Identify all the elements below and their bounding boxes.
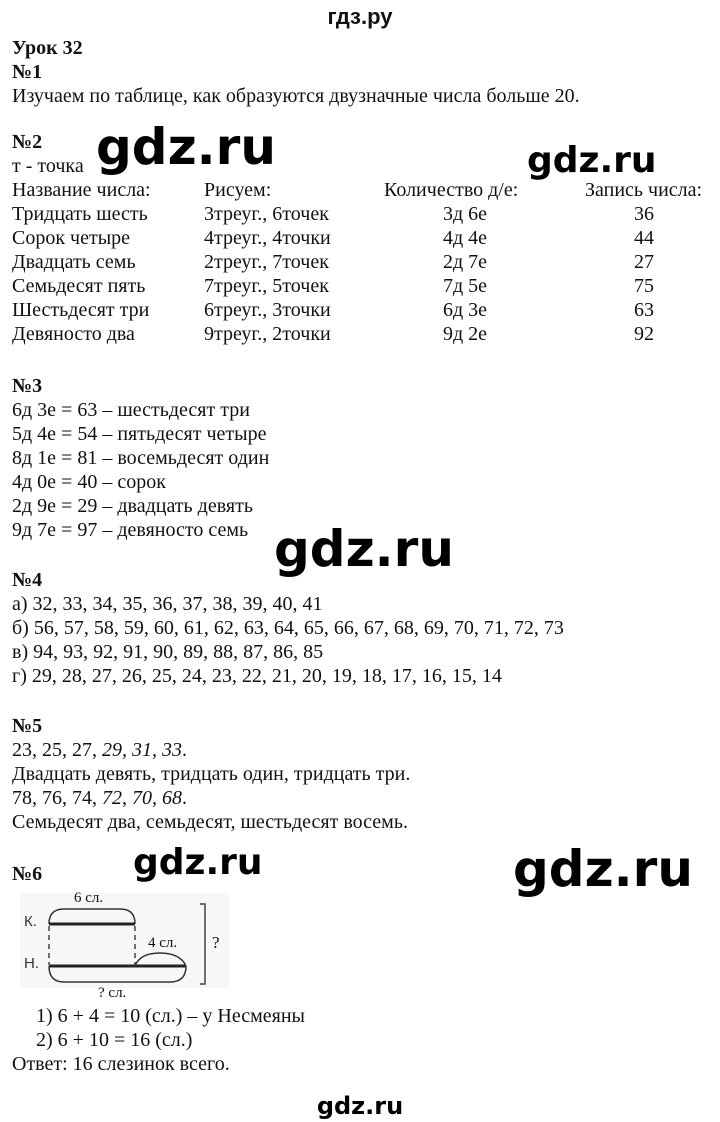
task2-label: №2 xyxy=(12,131,43,153)
row-label-k: К. xyxy=(24,913,37,930)
cell-number: 27 xyxy=(634,251,654,273)
task5-sequence-1 xyxy=(12,738,187,762)
task4-line-b: б) 56, 57, 58, 59, 60, 61, 62, 63, 64, 65, 66, 67, 68, 69, 70, 71, 72, 73 xyxy=(12,617,564,639)
task3-line: 4д 0е = 40 – сорок xyxy=(12,471,166,493)
watermark: gdz.ru xyxy=(513,840,693,898)
task3-line: 5д 4е = 54 – пятьдесят четыре xyxy=(12,423,267,445)
cell-name: Двадцать семь xyxy=(12,251,136,273)
cell-number: 63 xyxy=(634,299,654,321)
cell-count: 3д 6е xyxy=(442,203,488,225)
task1-text: Изучаем по таблице, как образуются двузначные числа больше 20. xyxy=(12,85,580,107)
task4-line-v: в) 94, 93, 92, 91, 90, 89, 88, 87, 86, 85 xyxy=(12,641,324,663)
task3-line: 8д 1е = 81 – восемьдесят один xyxy=(12,447,270,469)
cell-count: 2д 7е xyxy=(442,251,488,273)
table-header-number: Запись числа: xyxy=(585,179,703,201)
footer-watermark: gdz.ru xyxy=(316,1092,404,1120)
task4-label: №4 xyxy=(12,569,43,591)
cell-count: 7д 5е xyxy=(442,275,488,297)
period: . xyxy=(182,739,187,761)
cell-number: 92 xyxy=(634,323,654,345)
cell-draw: 3треуг., 6точек xyxy=(204,203,329,225)
task4-line-g: г) 29, 28, 27, 26, 25, 24, 23, 22, 21, 20, 19, 18, 17, 16, 15, 14 xyxy=(12,665,502,687)
watermark: gdz.ru xyxy=(133,842,263,883)
task3-line: 2д 9е = 29 – двадцать девять xyxy=(12,495,253,517)
cell-draw: 6треуг., 3точки xyxy=(204,299,331,321)
task1-label: №1 xyxy=(12,61,43,83)
task5-label: №5 xyxy=(12,715,43,737)
task6-label: №6 xyxy=(12,863,43,885)
answer-numbers: 29, 31, 33 xyxy=(102,739,182,761)
cell-draw: 2треуг., 7точек xyxy=(204,251,329,273)
task2-legend: т - точка xyxy=(12,155,84,177)
answer-numbers: 72, 70, 68 xyxy=(102,787,182,809)
solution-step-2: 2) 6 + 10 = 16 (сл.) xyxy=(36,1029,193,1051)
cell-name: Девяносто два xyxy=(12,323,135,345)
task5-words-1: Двадцать девять, тридцать один, тридцать три. xyxy=(12,763,411,785)
extra-segment-label: 4 сл. xyxy=(148,935,178,951)
cell-count: 9д 2е xyxy=(442,323,488,345)
total-question-label: ? xyxy=(212,933,220,952)
top-segment-label: 6 сл. xyxy=(74,890,104,906)
task5-words-2: Семьдесят два, семьдесят, шестьдесят восемь. xyxy=(12,811,408,833)
cell-number: 44 xyxy=(634,227,654,249)
watermark: gdz.ru xyxy=(527,140,657,181)
cell-draw: 9треуг., 2точки xyxy=(204,323,331,345)
site-title: гдз.ру xyxy=(327,4,393,29)
row-label-n: Н. xyxy=(24,955,39,972)
cell-name: Сорок четыре xyxy=(12,227,131,249)
watermark: gdz.ru xyxy=(274,520,454,578)
task3-line: 6д 3е = 63 – шестьдесят три xyxy=(12,399,250,421)
task3-label: №3 xyxy=(12,375,43,397)
bottom-segment-label: ? сл. xyxy=(98,985,127,1001)
problem-diagram xyxy=(20,890,230,1001)
cell-draw: 4треуг., 4точки xyxy=(204,227,331,249)
cell-number: 75 xyxy=(634,275,654,297)
cell-name: Шестьдесят три xyxy=(12,299,150,321)
solution-step-1: 1) 6 + 4 = 10 (сл.) – у Несмеяны xyxy=(36,1005,305,1027)
cell-count: 4д 4е xyxy=(442,227,488,249)
cell-name: Семьдесят пять xyxy=(12,275,146,297)
task5-sequence-2 xyxy=(12,786,187,810)
given-numbers: 78, 76, 74, xyxy=(12,787,102,809)
cell-draw: 7треуг., 5точек xyxy=(204,275,329,297)
task4-line-a: а) 32, 33, 34, 35, 36, 37, 38, 39, 40, 41 xyxy=(12,593,323,615)
task3-line: 9д 7е = 97 – девяносто семь xyxy=(12,519,249,541)
lesson-title: Урок 32 xyxy=(12,37,83,59)
cell-name: Тридцать шесть xyxy=(12,203,148,225)
table-header-count: Количество д/е: xyxy=(384,179,519,201)
answer-text: Ответ: 16 слезинок всего. xyxy=(12,1053,230,1075)
cell-count: 6д 3е xyxy=(442,299,488,321)
table-header-draw: Рисуем: xyxy=(204,179,272,201)
given-numbers: 23, 25, 27, xyxy=(12,739,102,761)
segment-diagram-icon xyxy=(20,893,230,988)
watermark: gdz.ru xyxy=(96,118,276,176)
table-header-name: Название числа: xyxy=(12,179,151,201)
period: . xyxy=(182,787,187,809)
cell-number: 36 xyxy=(634,203,654,225)
